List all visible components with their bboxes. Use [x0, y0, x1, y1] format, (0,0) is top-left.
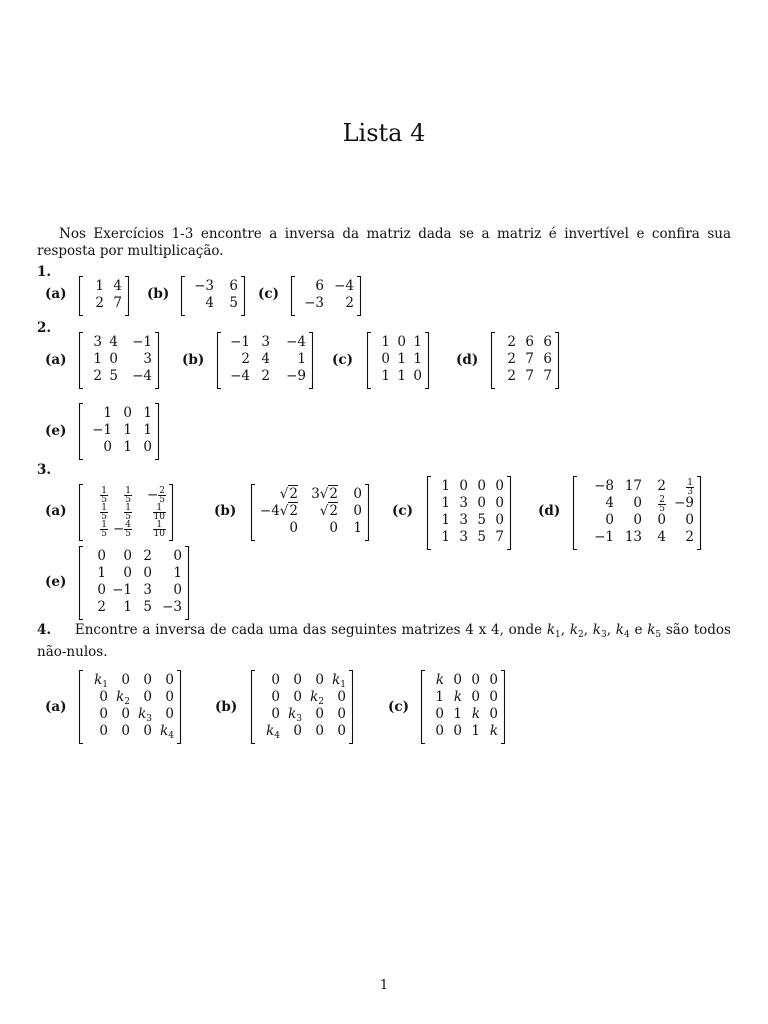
matrix-cell: −1: [132, 334, 152, 350]
matrix-cell: −4√2: [259, 503, 298, 519]
matrix-cell: 0: [99, 723, 108, 739]
exercise-4b-label: (b): [215, 699, 238, 715]
matrix-cell: 3: [93, 334, 102, 350]
left-bracket: [80, 547, 84, 620]
matrix-cell: 0: [143, 672, 152, 688]
exercise-2c-label: (c): [332, 352, 353, 368]
left-bracket: [368, 333, 372, 389]
exercise-3b-label: (b): [214, 503, 237, 519]
matrix-cell: 0: [165, 672, 174, 688]
matrix-cell: 1: [173, 565, 182, 581]
matrix-cell: 2: [507, 368, 516, 384]
matrix-cell: $\frac{1}{5}$: [125, 486, 131, 505]
matrix-cell: 1: [353, 520, 362, 536]
right-bracket: [507, 477, 511, 550]
matrix-cell: 0: [315, 672, 324, 688]
exercise-4a-label: (a): [45, 699, 67, 715]
matrix-cell: 4: [109, 334, 118, 350]
matrix-cell: $\frac{1}{5}$: [101, 486, 107, 505]
matrix-cell: 1: [143, 422, 152, 438]
exercise-2b-label: (b): [182, 352, 205, 368]
page-title: Lista 4: [342, 119, 426, 147]
matrix-cell: −4: [334, 278, 354, 294]
matrix-cell: 0: [143, 689, 152, 705]
matrix-cell: 1: [413, 351, 422, 367]
matrix-cell: −9: [286, 368, 306, 384]
matrix-cell: 6: [525, 334, 534, 350]
matrix-cell: 0: [143, 439, 152, 455]
matrix-cell: k: [435, 672, 444, 688]
matrix-cell: 3: [459, 495, 468, 511]
matrix-cell: 2: [97, 599, 106, 615]
right-bracket: [349, 671, 353, 744]
matrix-cell: 6: [229, 278, 238, 294]
matrix-cell: 1: [441, 495, 450, 511]
matrix-cell: $\frac{1}{10}$: [153, 503, 165, 522]
matrix-cell: 1: [397, 351, 406, 367]
matrix-cell: 0: [495, 478, 504, 494]
matrix-cell: −8: [594, 478, 614, 494]
matrix-cell: 0: [459, 478, 468, 494]
exercise-1b-label: (b): [147, 286, 170, 302]
right-bracket: [241, 277, 245, 316]
left-bracket: [80, 671, 84, 744]
matrix-cell: 3√2: [311, 486, 338, 502]
matrix-cell: 7: [113, 295, 122, 311]
matrix-cell: 0: [337, 706, 346, 722]
left-bracket: [252, 485, 256, 541]
matrix-cell: 5: [477, 512, 486, 528]
question-4-text-start: Encontre a inversa de cada uma das seguintes matrizes 4 x 4, onde: [74, 622, 547, 638]
left-bracket: [80, 404, 84, 460]
matrix-cell: $\frac{1}{5}$: [101, 503, 107, 522]
exercise-3c-label: (c): [392, 503, 413, 519]
matrix-cell: $k_4$: [266, 723, 280, 741]
matrix-cell: 1: [297, 351, 306, 367]
exercise-2e-label: (e): [45, 423, 67, 439]
matrix-cell: 4: [657, 529, 666, 545]
matrix-2e: [78, 403, 160, 460]
matrix-cell: 7: [525, 351, 534, 367]
matrix-4c: [420, 670, 506, 744]
matrix-3b: [250, 484, 370, 541]
instructions-paragraph: Nos Exercícios 1-3 encontre a inversa da matriz dada se a matriz é invertível e confira sua resposta por multiplicação.: [37, 226, 731, 259]
right-bracket: [125, 277, 129, 316]
left-bracket: [218, 333, 222, 389]
matrix-cell: −1: [112, 582, 132, 598]
matrix-cell: 0: [121, 706, 130, 722]
matrix-cell: 0: [495, 495, 504, 511]
matrix-cell: 0: [471, 672, 480, 688]
matrix-cell: 0: [329, 520, 338, 536]
matrix-cell: 3: [261, 334, 270, 350]
matrix-cell: 3: [143, 351, 152, 367]
left-bracket: [252, 671, 256, 744]
matrix-cell: 0: [381, 351, 390, 367]
matrix-cell: 1: [381, 368, 390, 384]
matrix-cell: $\frac{2}{5}$: [659, 495, 665, 514]
matrix-cell: 0: [99, 689, 108, 705]
matrix-cell: 0: [289, 520, 298, 536]
question-4-variable-list: $k_1$, $k_2$, $k_3$, $k_4$ e $k_5$: [546, 622, 662, 640]
exercise-3-number: 3.: [37, 462, 52, 478]
matrix-cell: 0: [353, 503, 362, 519]
matrix-cell: 0: [97, 548, 106, 564]
exercise-1c-label: (c): [258, 286, 279, 302]
matrix-cell: −1: [92, 422, 112, 438]
matrix-cell: 0: [271, 672, 280, 688]
matrix-cell: 4: [113, 278, 122, 294]
matrix-cell: 2: [507, 351, 516, 367]
matrix-cell: 1: [471, 723, 480, 739]
matrix-cell: 1: [381, 334, 390, 350]
matrix-cell: 0: [165, 706, 174, 722]
matrix-cell: 2: [345, 295, 354, 311]
matrix-cell: k: [471, 706, 480, 722]
matrix-cell: 0: [435, 706, 444, 722]
matrix-cell: −4: [132, 368, 152, 384]
matrix-cell: 5: [477, 529, 486, 545]
matrix-cell: $k_3$: [288, 706, 302, 724]
right-bracket: [357, 277, 361, 316]
matrix-cell: 0: [633, 495, 642, 511]
matrix-cell: 1: [93, 351, 102, 367]
matrix-cell: −1: [230, 334, 250, 350]
matrix-cell: √2: [279, 486, 298, 502]
exercise-2a-label: (a): [45, 352, 67, 368]
right-bracket: [425, 333, 429, 389]
matrix-cell: 0: [489, 689, 498, 705]
matrix-cell: −9: [674, 495, 694, 511]
right-bracket: [697, 477, 701, 550]
matrix-cell: 5: [229, 295, 238, 311]
left-bracket: [80, 277, 84, 316]
matrix-3c: [426, 476, 512, 550]
matrix-cell: $k_2$: [116, 689, 130, 707]
matrix-cell: 0: [337, 689, 346, 705]
matrix-cell: −1: [594, 529, 614, 545]
matrix-cell: 1: [97, 565, 106, 581]
matrix-4a: [78, 670, 182, 744]
exercise-1a-label: (a): [45, 286, 67, 302]
matrix-cell: 1: [441, 478, 450, 494]
exercise-1-number: 1.: [37, 264, 52, 280]
right-bracket: [309, 333, 313, 389]
matrix-cell: 1: [123, 599, 132, 615]
matrix-cell: 0: [123, 565, 132, 581]
exercise-3e-label: (e): [45, 574, 67, 590]
question-4-statement: [37, 622, 731, 661]
matrix-cell: 2: [93, 368, 102, 384]
matrix-cell: 0: [337, 723, 346, 739]
matrix-cell: 0: [495, 512, 504, 528]
matrix-cell: 0: [685, 512, 694, 528]
matrix-cell: 0: [435, 723, 444, 739]
matrix-cell: 0: [657, 512, 666, 528]
left-bracket: [428, 477, 432, 550]
matrix-cell: −3: [162, 599, 182, 615]
matrix-cell: 0: [397, 334, 406, 350]
matrix-cell: 0: [453, 723, 462, 739]
matrix-cell: 3: [143, 582, 152, 598]
matrix-cell: 0: [123, 548, 132, 564]
matrix-cell: 0: [605, 512, 614, 528]
matrix-cell: 5: [143, 599, 152, 615]
matrix-cell: 5: [109, 368, 118, 384]
matrix-cell: 4: [605, 495, 614, 511]
matrix-cell: 0: [121, 672, 130, 688]
right-bracket: [501, 671, 505, 744]
exercise-3d-label: (d): [538, 503, 561, 519]
matrix-cell: 4: [205, 295, 214, 311]
matrix-cell: $\frac{1}{5}$: [101, 520, 107, 539]
matrix-cell: 0: [353, 486, 362, 502]
matrix-cell: 13: [624, 529, 642, 545]
matrix-cell: 0: [293, 672, 302, 688]
matrix-cell: 0: [293, 723, 302, 739]
matrix-cell: $k_4$: [160, 723, 174, 741]
matrix-cell: $k_2$: [310, 689, 324, 707]
page-number: 1: [379, 978, 389, 993]
matrix-cell: 2: [507, 334, 516, 350]
matrix-2c: [366, 332, 430, 389]
matrix-cell: −4: [230, 368, 250, 384]
matrix-cell: 0: [143, 565, 152, 581]
matrix-cell: 0: [271, 706, 280, 722]
exercise-4c-label: (c): [388, 699, 409, 715]
matrix-cell: 0: [477, 495, 486, 511]
matrix-cell: 2: [143, 548, 152, 564]
matrix-cell: 2: [241, 351, 250, 367]
matrix-4b: [250, 670, 354, 744]
matrix-cell: 0: [173, 548, 182, 564]
matrix-cell: $k_3$: [138, 706, 152, 724]
left-bracket: [80, 333, 84, 389]
matrix-cell: 0: [97, 582, 106, 598]
matrix-cell: −3: [194, 278, 214, 294]
matrix-cell: 7: [525, 368, 534, 384]
matrix-cell: 0: [293, 689, 302, 705]
right-bracket: [555, 333, 559, 389]
matrix-cell: 0: [471, 689, 480, 705]
matrix-cell: 1: [413, 334, 422, 350]
matrix-cell: 0: [121, 723, 130, 739]
matrix-cell: 1: [103, 405, 112, 421]
matrix-cell: 0: [99, 706, 108, 722]
matrix-cell: k: [489, 723, 498, 739]
matrix-1c: [290, 276, 362, 316]
matrix-cell: 0: [103, 439, 112, 455]
matrix-2d: [490, 332, 560, 389]
question-4-number: 4.: [37, 622, 52, 638]
matrix-cell: 0: [315, 706, 324, 722]
matrix-cell: $k_1$: [94, 672, 108, 690]
left-bracket: [182, 277, 186, 316]
matrix-cell: 2: [261, 368, 270, 384]
left-bracket: [292, 277, 296, 316]
right-bracket: [155, 404, 159, 460]
matrix-cell: 0: [413, 368, 422, 384]
right-bracket: [185, 547, 189, 620]
matrix-2b: [216, 332, 314, 389]
matrix-cell: 1: [441, 529, 450, 545]
matrix-cell: 2: [95, 295, 104, 311]
matrix-cell: 0: [477, 478, 486, 494]
matrix-3a: [78, 484, 174, 541]
left-bracket: [492, 333, 496, 389]
matrix-cell: −4: [286, 334, 306, 350]
matrix-cell: 1: [453, 706, 462, 722]
matrix-cell: 0: [489, 672, 498, 688]
matrix-cell: 3: [459, 512, 468, 528]
matrix-cell: 0: [109, 351, 118, 367]
left-bracket: [574, 477, 578, 550]
matrix-cell: $\frac{1}{10}$: [153, 520, 165, 539]
matrix-3d: [572, 476, 702, 550]
matrix-cell: 0: [123, 405, 132, 421]
question-4-text-end: são todos não-nulos.: [37, 622, 731, 660]
exercise-2d-label: (d): [456, 352, 479, 368]
matrix-cell: 0: [271, 689, 280, 705]
exercise-3a-label: (a): [45, 503, 67, 519]
matrix-cell: 7: [543, 368, 552, 384]
matrix-cell: $\frac{1}{5}$: [125, 503, 131, 522]
matrix-cell: 17: [624, 478, 642, 494]
matrix-cell: − $\frac{2}{5}$: [146, 486, 165, 505]
matrix-cell: $\frac{1}{3}$: [687, 478, 693, 497]
matrix-cell: 7: [495, 529, 504, 545]
matrix-cell: 1: [123, 439, 132, 455]
matrix-cell: − $\frac{4}{5}$: [112, 520, 131, 539]
exercise-2-number: 2.: [37, 320, 52, 336]
matrix-cell: 0: [315, 723, 324, 739]
matrix-cell: 0: [489, 706, 498, 722]
matrix-cell: 2: [657, 478, 666, 494]
matrix-cell: 6: [543, 351, 552, 367]
right-bracket: [365, 485, 369, 541]
matrix-cell: 0: [173, 582, 182, 598]
matrix-cell: 1: [123, 422, 132, 438]
left-bracket: [422, 671, 426, 744]
right-bracket: [177, 671, 181, 744]
matrix-cell: 2: [685, 529, 694, 545]
matrix-cell: 3: [459, 529, 468, 545]
right-bracket: [155, 333, 159, 389]
matrix-cell: 0: [633, 512, 642, 528]
matrix-cell: k: [453, 689, 462, 705]
matrix-cell: 1: [435, 689, 444, 705]
matrix-3e: [78, 546, 190, 620]
matrix-cell: 6: [543, 334, 552, 350]
matrix-cell: 0: [143, 723, 152, 739]
matrix-cell: 6: [315, 278, 324, 294]
matrix-cell: −3: [304, 295, 324, 311]
right-bracket: [169, 485, 173, 541]
matrix-cell: 1: [441, 512, 450, 528]
matrix-1b: [180, 276, 246, 316]
matrix-cell: 1: [95, 278, 104, 294]
matrix-cell: 0: [165, 689, 174, 705]
left-bracket: [80, 485, 84, 541]
matrix-cell: 1: [143, 405, 152, 421]
matrix-cell: 1: [397, 368, 406, 384]
matrix-cell: 4: [261, 351, 270, 367]
matrix-cell: $k_1$: [332, 672, 346, 690]
matrix-2a: [78, 332, 160, 389]
matrix-1a: [78, 276, 130, 316]
matrix-cell: √2: [319, 503, 338, 519]
matrix-cell: 0: [453, 672, 462, 688]
